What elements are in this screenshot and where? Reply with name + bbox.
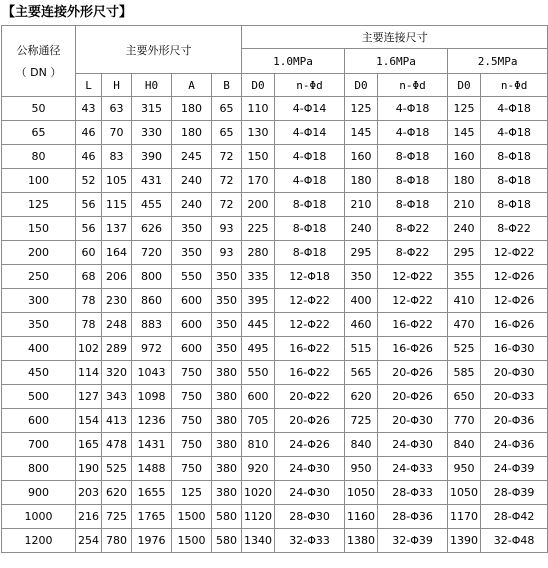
table-cell: 180 bbox=[345, 169, 378, 193]
table-cell: 190 bbox=[76, 457, 102, 481]
table-cell: 60 bbox=[76, 241, 102, 265]
table-cell: 12-Φ22 bbox=[275, 289, 345, 313]
table-cell: 24-Φ39 bbox=[481, 457, 548, 481]
table-cell: 350 bbox=[212, 337, 242, 361]
table-cell: 705 bbox=[242, 409, 275, 433]
table-cell: 70 bbox=[102, 121, 132, 145]
table-cell: 164 bbox=[102, 241, 132, 265]
table-cell: 180 bbox=[172, 121, 212, 145]
table-cell: 28-Φ36 bbox=[378, 505, 448, 529]
table-cell: 20-Φ33 bbox=[481, 385, 548, 409]
table-cell: 350 bbox=[345, 265, 378, 289]
table-cell: 1500 bbox=[172, 529, 212, 553]
table-cell: 380 bbox=[212, 457, 242, 481]
table-cell: 20-Φ30 bbox=[481, 361, 548, 385]
table-cell: 154 bbox=[76, 409, 102, 433]
table-cell: 1340 bbox=[242, 529, 275, 553]
table-cell: 343 bbox=[102, 385, 132, 409]
table-cell: 110 bbox=[242, 97, 275, 121]
table-cell: 8-Φ22 bbox=[378, 217, 448, 241]
table-cell: 150 bbox=[242, 145, 275, 169]
table-cell: 24-Φ33 bbox=[378, 457, 448, 481]
table-cell: 245 bbox=[172, 145, 212, 169]
table-cell: 16-Φ22 bbox=[275, 337, 345, 361]
table-cell: 770 bbox=[448, 409, 481, 433]
table-cell: 8-Φ22 bbox=[378, 241, 448, 265]
table-cell: 350 bbox=[172, 241, 212, 265]
table-cell: 8-Φ18 bbox=[378, 145, 448, 169]
table-cell: 240 bbox=[448, 217, 481, 241]
table-cell: 65 bbox=[212, 121, 242, 145]
table-cell: 20-Φ26 bbox=[275, 409, 345, 433]
table-cell: 8-Φ18 bbox=[275, 193, 345, 217]
header-pressure-2: 1.6MPa bbox=[345, 49, 448, 74]
table-cell: 380 bbox=[212, 409, 242, 433]
table-cell: 93 bbox=[212, 217, 242, 241]
table-cell: 626 bbox=[132, 217, 172, 241]
table-cell: 28-Φ42 bbox=[481, 505, 548, 529]
table-cell: 102 bbox=[76, 337, 102, 361]
table-cell: 210 bbox=[448, 193, 481, 217]
table-cell: 254 bbox=[76, 529, 102, 553]
table-cell: 180 bbox=[172, 97, 212, 121]
table-cell: 350 bbox=[172, 217, 212, 241]
table-cell: 395 bbox=[242, 289, 275, 313]
table-cell: 335 bbox=[242, 265, 275, 289]
table-cell: 20-Φ30 bbox=[378, 409, 448, 433]
cell-dn: 800 bbox=[2, 457, 76, 481]
table-cell: 445 bbox=[242, 313, 275, 337]
header-col-H: H bbox=[102, 74, 132, 97]
cell-dn: 250 bbox=[2, 265, 76, 289]
table-cell: 12-Φ26 bbox=[481, 289, 548, 313]
table-cell: 16-Φ26 bbox=[481, 313, 548, 337]
table-cell: 8-Φ18 bbox=[378, 169, 448, 193]
cell-dn: 80 bbox=[2, 145, 76, 169]
table-cell: 280 bbox=[242, 241, 275, 265]
table-cell: 920 bbox=[242, 457, 275, 481]
table-cell: 24-Φ36 bbox=[481, 433, 548, 457]
table-cell: 600 bbox=[172, 289, 212, 313]
table-cell: 750 bbox=[172, 385, 212, 409]
table-cell: 28-Φ30 bbox=[275, 505, 345, 529]
table-cell: 8-Φ22 bbox=[481, 217, 548, 241]
table-row bbox=[2, 505, 548, 529]
table-cell: 380 bbox=[212, 385, 242, 409]
table-cell: 4-Φ18 bbox=[378, 121, 448, 145]
table-cell: 137 bbox=[102, 217, 132, 241]
header-col-H0: H0 bbox=[132, 74, 172, 97]
table-cell: 1976 bbox=[132, 529, 172, 553]
table-cell: 1488 bbox=[132, 457, 172, 481]
table-row bbox=[2, 169, 548, 193]
table-cell: 225 bbox=[242, 217, 275, 241]
table-cell: 248 bbox=[102, 313, 132, 337]
table-row bbox=[2, 289, 548, 313]
header-nominal-diameter-unit: （ DN ） bbox=[15, 66, 62, 79]
table-cell: 8-Φ18 bbox=[275, 241, 345, 265]
table-cell: 1098 bbox=[132, 385, 172, 409]
table-cell: 1050 bbox=[345, 481, 378, 505]
header-row-3 bbox=[2, 74, 548, 97]
table-cell: 580 bbox=[212, 505, 242, 529]
table-cell: 28-Φ39 bbox=[481, 481, 548, 505]
header-col-nd-3: n-Φd bbox=[481, 74, 548, 97]
header-col-D0-2: D0 bbox=[345, 74, 378, 97]
header-pressure-1: 1.0MPa bbox=[242, 49, 345, 74]
table-row bbox=[2, 433, 548, 457]
table-cell: 145 bbox=[345, 121, 378, 145]
table-cell: 20-Φ26 bbox=[378, 385, 448, 409]
table-cell: 1765 bbox=[132, 505, 172, 529]
cell-dn: 600 bbox=[2, 409, 76, 433]
table-cell: 210 bbox=[345, 193, 378, 217]
table-cell: 12-Φ26 bbox=[481, 265, 548, 289]
table-cell: 580 bbox=[212, 529, 242, 553]
table-cell: 4-Φ18 bbox=[378, 97, 448, 121]
table-cell: 125 bbox=[345, 97, 378, 121]
table-cell: 478 bbox=[102, 433, 132, 457]
table-cell: 83 bbox=[102, 145, 132, 169]
table-cell: 315 bbox=[132, 97, 172, 121]
table-cell: 4-Φ18 bbox=[275, 145, 345, 169]
table-cell: 4-Φ18 bbox=[481, 121, 548, 145]
table-cell: 32-Φ39 bbox=[378, 529, 448, 553]
table-cell: 431 bbox=[132, 169, 172, 193]
table-body bbox=[2, 97, 548, 553]
table-cell: 750 bbox=[172, 457, 212, 481]
table-row bbox=[2, 313, 548, 337]
table-cell: 16-Φ30 bbox=[481, 337, 548, 361]
cell-dn: 500 bbox=[2, 385, 76, 409]
table-row bbox=[2, 457, 548, 481]
table-cell: 65 bbox=[212, 97, 242, 121]
table-cell: 1170 bbox=[448, 505, 481, 529]
table-cell: 105 bbox=[102, 169, 132, 193]
table-title: 【主要连接外形尺寸】 bbox=[2, 5, 133, 20]
table-cell: 160 bbox=[448, 145, 481, 169]
table-cell: 12-Φ22 bbox=[275, 313, 345, 337]
table-cell: 46 bbox=[76, 121, 102, 145]
table-cell: 860 bbox=[132, 289, 172, 313]
table-cell: 4-Φ14 bbox=[275, 97, 345, 121]
table-cell: 4-Φ18 bbox=[275, 169, 345, 193]
cell-dn: 200 bbox=[2, 241, 76, 265]
cell-dn: 1200 bbox=[2, 529, 76, 553]
table-cell: 600 bbox=[242, 385, 275, 409]
header-col-A: A bbox=[172, 74, 212, 97]
table-cell: 240 bbox=[172, 193, 212, 217]
table-cell: 380 bbox=[212, 433, 242, 457]
cell-dn: 400 bbox=[2, 337, 76, 361]
table-row bbox=[2, 337, 548, 361]
table-cell: 350 bbox=[212, 313, 242, 337]
header-row-1 bbox=[2, 26, 548, 49]
table-cell: 1120 bbox=[242, 505, 275, 529]
table-cell: 52 bbox=[76, 169, 102, 193]
table-cell: 295 bbox=[448, 241, 481, 265]
header-nominal-diameter-label: 公称通径 bbox=[16, 44, 61, 57]
table-cell: 125 bbox=[448, 97, 481, 121]
cell-dn: 125 bbox=[2, 193, 76, 217]
table-row bbox=[2, 145, 548, 169]
table-cell: 20-Φ22 bbox=[275, 385, 345, 409]
table-cell: 883 bbox=[132, 313, 172, 337]
table-cell: 4-Φ18 bbox=[481, 97, 548, 121]
table-cell: 350 bbox=[212, 265, 242, 289]
table-row bbox=[2, 121, 548, 145]
table-cell: 12-Φ18 bbox=[275, 265, 345, 289]
table-cell: 20-Φ26 bbox=[378, 361, 448, 385]
table-cell: 32-Φ33 bbox=[275, 529, 345, 553]
table-cell: 203 bbox=[76, 481, 102, 505]
table-cell: 165 bbox=[76, 433, 102, 457]
table-cell: 355 bbox=[448, 265, 481, 289]
table-cell: 24-Φ30 bbox=[275, 457, 345, 481]
table-cell: 750 bbox=[172, 409, 212, 433]
table-cell: 8-Φ18 bbox=[481, 169, 548, 193]
table-cell: 495 bbox=[242, 337, 275, 361]
table-cell: 8-Φ18 bbox=[481, 193, 548, 217]
cell-dn: 100 bbox=[2, 169, 76, 193]
table-cell: 1160 bbox=[345, 505, 378, 529]
table-cell: 1020 bbox=[242, 481, 275, 505]
table-cell: 1655 bbox=[132, 481, 172, 505]
table-cell: 330 bbox=[132, 121, 172, 145]
table-cell: 43 bbox=[76, 97, 102, 121]
table-cell: 8-Φ18 bbox=[275, 217, 345, 241]
header-pressure-3: 2.5MPa bbox=[448, 49, 548, 74]
table-cell: 972 bbox=[132, 337, 172, 361]
header-col-nd-2: n-Φd bbox=[378, 74, 448, 97]
table-cell: 725 bbox=[102, 505, 132, 529]
cell-dn: 150 bbox=[2, 217, 76, 241]
table-cell: 620 bbox=[345, 385, 378, 409]
table-cell: 72 bbox=[212, 145, 242, 169]
table-row bbox=[2, 265, 548, 289]
table-cell: 12-Φ22 bbox=[481, 241, 548, 265]
cell-dn: 300 bbox=[2, 289, 76, 313]
cell-dn: 700 bbox=[2, 433, 76, 457]
dimensions-table bbox=[1, 25, 548, 553]
table-cell: 4-Φ14 bbox=[275, 121, 345, 145]
table-cell: 600 bbox=[172, 337, 212, 361]
table-row bbox=[2, 217, 548, 241]
table-cell: 840 bbox=[448, 433, 481, 457]
table-cell: 525 bbox=[448, 337, 481, 361]
table-cell: 1380 bbox=[345, 529, 378, 553]
table-cell: 289 bbox=[102, 337, 132, 361]
table-cell: 1236 bbox=[132, 409, 172, 433]
table-cell: 68 bbox=[76, 265, 102, 289]
table-cell: 78 bbox=[76, 289, 102, 313]
table-cell: 350 bbox=[212, 289, 242, 313]
table-cell: 8-Φ18 bbox=[378, 193, 448, 217]
table-cell: 950 bbox=[448, 457, 481, 481]
cell-dn: 450 bbox=[2, 361, 76, 385]
table-cell: 32-Φ48 bbox=[481, 529, 548, 553]
table-cell: 295 bbox=[345, 241, 378, 265]
table-cell: 650 bbox=[448, 385, 481, 409]
table-cell: 413 bbox=[102, 409, 132, 433]
table-cell: 400 bbox=[345, 289, 378, 313]
cell-dn: 65 bbox=[2, 121, 76, 145]
table-cell: 1500 bbox=[172, 505, 212, 529]
table-cell: 216 bbox=[76, 505, 102, 529]
table-cell: 20-Φ36 bbox=[481, 409, 548, 433]
table-cell: 16-Φ26 bbox=[378, 337, 448, 361]
table-cell: 28-Φ33 bbox=[378, 481, 448, 505]
header-nominal-diameter bbox=[2, 26, 76, 97]
table-cell: 470 bbox=[448, 313, 481, 337]
table-cell: 240 bbox=[345, 217, 378, 241]
table-cell: 410 bbox=[448, 289, 481, 313]
table-cell: 550 bbox=[242, 361, 275, 385]
table-cell: 230 bbox=[102, 289, 132, 313]
table-cell: 380 bbox=[212, 481, 242, 505]
table-cell: 72 bbox=[212, 169, 242, 193]
table-cell: 160 bbox=[345, 145, 378, 169]
table-cell: 56 bbox=[76, 193, 102, 217]
table-cell: 1390 bbox=[448, 529, 481, 553]
table-row bbox=[2, 529, 548, 553]
table-cell: 170 bbox=[242, 169, 275, 193]
table-cell: 12-Φ22 bbox=[378, 265, 448, 289]
table-cell: 16-Φ22 bbox=[275, 361, 345, 385]
table-cell: 585 bbox=[448, 361, 481, 385]
table-cell: 600 bbox=[172, 313, 212, 337]
table-cell: 180 bbox=[448, 169, 481, 193]
table-cell: 16-Φ22 bbox=[378, 313, 448, 337]
cell-dn: 350 bbox=[2, 313, 76, 337]
table-cell: 810 bbox=[242, 433, 275, 457]
table-cell: 525 bbox=[102, 457, 132, 481]
table-cell: 550 bbox=[172, 265, 212, 289]
table-cell: 115 bbox=[102, 193, 132, 217]
table-cell: 125 bbox=[172, 481, 212, 505]
cell-dn: 50 bbox=[2, 97, 76, 121]
header-main-dimensions: 主要外形尺寸 bbox=[76, 26, 242, 74]
header-col-nd-1: n-Φd bbox=[275, 74, 345, 97]
table-cell: 950 bbox=[345, 457, 378, 481]
table-cell: 780 bbox=[102, 529, 132, 553]
table-row bbox=[2, 385, 548, 409]
table-row bbox=[2, 97, 548, 121]
table-cell: 1431 bbox=[132, 433, 172, 457]
table-row bbox=[2, 409, 548, 433]
table-cell: 127 bbox=[76, 385, 102, 409]
table-cell: 1050 bbox=[448, 481, 481, 505]
table-cell: 8-Φ18 bbox=[481, 145, 548, 169]
table-cell: 565 bbox=[345, 361, 378, 385]
table-cell: 56 bbox=[76, 217, 102, 241]
table-cell: 200 bbox=[242, 193, 275, 217]
table-cell: 840 bbox=[345, 433, 378, 457]
table-cell: 1043 bbox=[132, 361, 172, 385]
table-cell: 320 bbox=[102, 361, 132, 385]
table-cell: 24-Φ26 bbox=[275, 433, 345, 457]
table-cell: 78 bbox=[76, 313, 102, 337]
table-cell: 46 bbox=[76, 145, 102, 169]
header-col-D0-3: D0 bbox=[448, 74, 481, 97]
table-cell: 460 bbox=[345, 313, 378, 337]
table-cell: 750 bbox=[172, 361, 212, 385]
table-row bbox=[2, 361, 548, 385]
cell-dn: 900 bbox=[2, 481, 76, 505]
table-cell: 390 bbox=[132, 145, 172, 169]
table-cell: 750 bbox=[172, 433, 212, 457]
table-cell: 24-Φ30 bbox=[275, 481, 345, 505]
header-col-D0-1: D0 bbox=[242, 74, 275, 97]
table-cell: 130 bbox=[242, 121, 275, 145]
table-cell: 114 bbox=[76, 361, 102, 385]
table-cell: 63 bbox=[102, 97, 132, 121]
table-cell: 620 bbox=[102, 481, 132, 505]
table-cell: 515 bbox=[345, 337, 378, 361]
table-cell: 380 bbox=[212, 361, 242, 385]
header-main-connections: 主要连接尺寸 bbox=[242, 26, 548, 49]
table-row bbox=[2, 193, 548, 217]
table-row bbox=[2, 241, 548, 265]
cell-dn: 1000 bbox=[2, 505, 76, 529]
table-cell: 12-Φ22 bbox=[378, 289, 448, 313]
table-cell: 93 bbox=[212, 241, 242, 265]
table-cell: 725 bbox=[345, 409, 378, 433]
table-cell: 800 bbox=[132, 265, 172, 289]
header-col-L: L bbox=[76, 74, 102, 97]
table-cell: 145 bbox=[448, 121, 481, 145]
table-cell: 455 bbox=[132, 193, 172, 217]
table-row bbox=[2, 481, 548, 505]
table-cell: 24-Φ30 bbox=[378, 433, 448, 457]
table-cell: 206 bbox=[102, 265, 132, 289]
table-cell: 72 bbox=[212, 193, 242, 217]
header-col-B: B bbox=[212, 74, 242, 97]
table-cell: 240 bbox=[172, 169, 212, 193]
table-cell: 720 bbox=[132, 241, 172, 265]
